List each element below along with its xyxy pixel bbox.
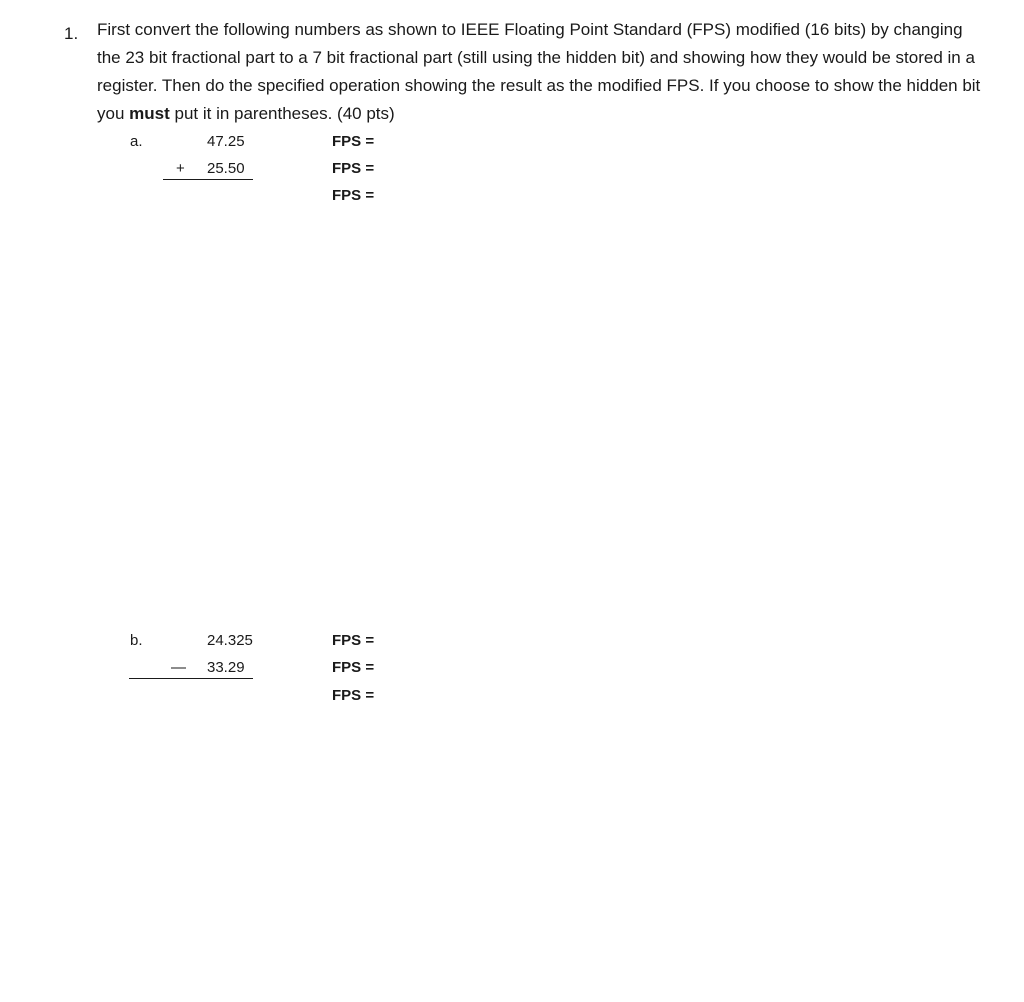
part-b-label: b. [130, 632, 143, 649]
part-a-fps-3: FPS = [332, 187, 375, 204]
question-text [97, 16, 982, 128]
part-b-fps-2: FPS = [332, 659, 375, 676]
question-number: 1. [64, 24, 79, 43]
part-b-operand1: 24.325 [207, 632, 253, 649]
question-text-part2: put it in parentheses. (40 pts) [169, 104, 395, 123]
question-text-part1: First convert the following numbers as shown to IEEE Floating Point Standard (FPS) modified (16 bits) by changing the 23 bit fractional part to a 7 bit fractional part (still using the hidden bit) and showing how they would be stored in a register. Then do the specified operation showing the result as the modified FPS. If you choose to show the hidden bit you [97, 20, 981, 123]
part-a-label: a. [130, 133, 143, 150]
part-a-fps-2: FPS = [332, 160, 375, 177]
part-a-operand2: 25.50 [207, 160, 245, 177]
part-a-operator: + [176, 160, 185, 177]
question-text-bold: must [129, 104, 170, 123]
part-b-difference-line [129, 678, 253, 679]
part-b-operator: — [171, 659, 186, 676]
part-b-fps-1: FPS = [332, 632, 375, 649]
part-b-operand2: 33.29 [207, 659, 245, 676]
part-a-fps-1: FPS = [332, 133, 375, 150]
part-a-sum-line [163, 179, 253, 180]
part-a-operand1: 47.25 [207, 133, 245, 150]
part-b-fps-3: FPS = [332, 687, 375, 704]
